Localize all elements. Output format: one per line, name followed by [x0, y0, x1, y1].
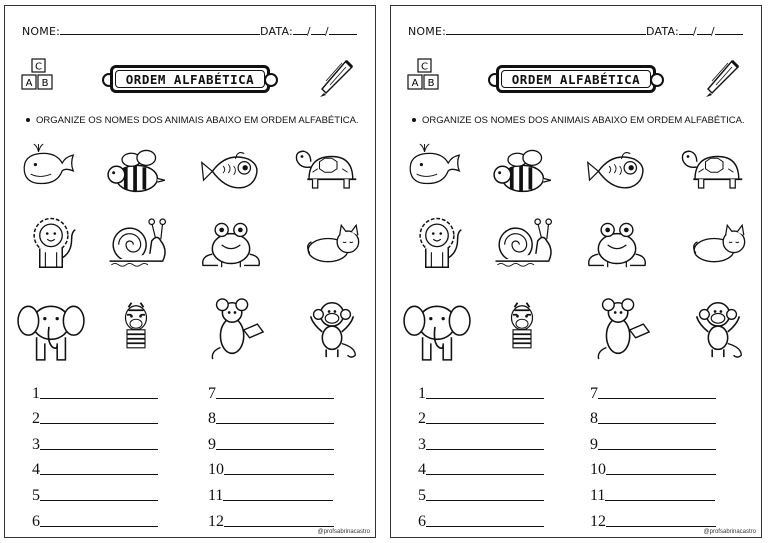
svg-text:B: B [41, 78, 49, 89]
date-day-line[interactable] [293, 25, 307, 35]
answer-line[interactable]: 4 [418, 454, 544, 480]
svg-text:B: B [427, 78, 435, 89]
answer-line[interactable]: 10 [208, 454, 334, 480]
watermark-text: @profsabrinacastro [703, 529, 756, 535]
answer-line[interactable]: 11 [590, 479, 716, 505]
answer-line[interactable]: 4 [32, 454, 158, 480]
answer-line[interactable]: 7 [590, 377, 716, 403]
answer-line[interactable]: 7 [208, 377, 334, 403]
name-label: NOME: [408, 25, 447, 38]
zebra-icon [498, 291, 546, 361]
monkey-icon [302, 295, 362, 361]
date-day-line[interactable] [679, 25, 693, 35]
pencil-icon [316, 57, 358, 97]
mouse-icon [586, 295, 656, 363]
date-year-line[interactable] [329, 25, 357, 35]
frog-icon [196, 215, 266, 271]
svg-text:A: A [411, 78, 419, 89]
date-slash: / [306, 25, 311, 38]
svg-text:C: C [35, 61, 42, 73]
abc-blocks-icon [18, 57, 60, 95]
date-month-line[interactable] [311, 25, 325, 35]
whale-icon [18, 135, 78, 191]
elephant-icon [402, 295, 472, 365]
name-line[interactable] [446, 25, 646, 35]
answer-line[interactable]: 5 [32, 479, 158, 505]
turtle-icon [674, 139, 744, 195]
svg-text:C: C [421, 61, 428, 73]
name-date-header [408, 25, 743, 38]
fish-icon [200, 139, 262, 193]
date-slash: / [710, 25, 715, 38]
cat-icon [300, 217, 366, 265]
answer-line[interactable]: 3 [418, 428, 544, 454]
worksheet-title: ORDEM ALFABÉTICA [511, 71, 641, 87]
frog-icon [582, 215, 652, 271]
answer-line[interactable]: 1 [418, 377, 544, 403]
answer-line[interactable]: 5 [418, 479, 544, 505]
cat-icon [686, 217, 752, 265]
date-slash: / [692, 25, 697, 38]
answer-line[interactable]: 6 [418, 505, 544, 531]
turtle-icon [288, 139, 358, 195]
title-banner [102, 63, 278, 99]
abc-blocks-icon [404, 57, 446, 95]
title-banner [488, 63, 664, 99]
answer-line[interactable]: 9 [590, 428, 716, 454]
answer-line[interactable]: 2 [32, 403, 158, 429]
date-slash: / [324, 25, 329, 38]
name-label: NOME: [22, 25, 61, 38]
fish-icon [586, 139, 648, 193]
instruction-text: ORGANIZE OS NOMES DOS ANIMAIS ABAIXO EM ORDEM ALFABÉTICA. [26, 115, 359, 126]
lion-icon [22, 211, 80, 271]
bee-icon [102, 143, 170, 197]
zebra-icon [112, 291, 160, 361]
watermark-text: @profsabrinacastro [317, 529, 370, 535]
lion-icon [408, 211, 466, 271]
name-date-header [22, 25, 357, 38]
snail-icon [490, 213, 556, 269]
banner-knob-icon [650, 73, 664, 87]
answer-line[interactable]: 12 [208, 505, 334, 531]
answer-line[interactable]: 10 [590, 454, 716, 480]
elephant-icon [16, 295, 86, 365]
date-year-line[interactable] [715, 25, 743, 35]
answer-line[interactable]: 3 [32, 428, 158, 454]
answer-line[interactable]: 6 [32, 505, 158, 531]
instruction-text: ORGANIZE OS NOMES DOS ANIMAIS ABAIXO EM ORDEM ALFABÉTICA. [412, 115, 745, 126]
date-label: DATA: [646, 25, 679, 38]
answer-line[interactable]: 8 [208, 403, 334, 429]
answer-line[interactable]: 12 [590, 505, 716, 531]
bee-icon [488, 143, 556, 197]
date-month-line[interactable] [697, 25, 711, 35]
answer-line[interactable]: 11 [208, 479, 334, 505]
snail-icon [104, 213, 170, 269]
answer-line[interactable]: 2 [418, 403, 544, 429]
answer-line[interactable]: 1 [32, 377, 158, 403]
answer-line[interactable]: 8 [590, 403, 716, 429]
answer-line[interactable]: 9 [208, 428, 334, 454]
date-label: DATA: [260, 25, 293, 38]
name-line[interactable] [60, 25, 260, 35]
worksheet-title: ORDEM ALFABÉTICA [125, 71, 255, 87]
monkey-icon [688, 295, 748, 361]
pencil-icon [702, 57, 744, 97]
whale-icon [404, 135, 464, 191]
banner-knob-icon [264, 73, 278, 87]
svg-text:A: A [25, 78, 33, 89]
mouse-icon [200, 295, 270, 363]
